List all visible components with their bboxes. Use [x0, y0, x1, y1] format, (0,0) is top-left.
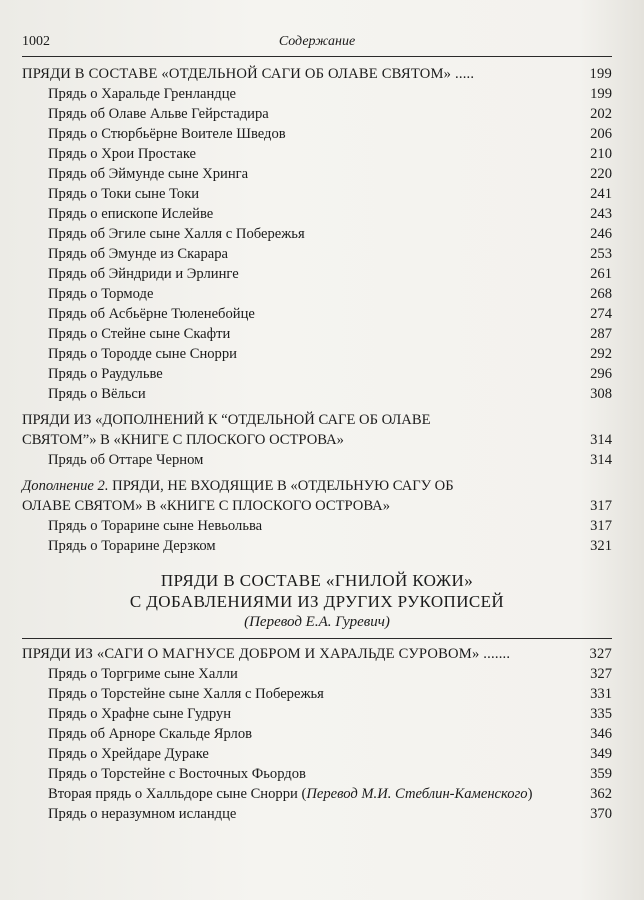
toc-title: Прядь об Арноре Скальде Ярлов	[48, 726, 253, 742]
toc-entry	[22, 144, 612, 164]
toc-entry	[22, 536, 612, 556]
part-heading-line2: С ДОБАВЛЕНИЯМИ ИЗ ДРУГИХ РУКОПИСЕЙ	[129, 592, 505, 611]
table-of-contents	[22, 64, 612, 824]
toc-title: ПРЯДИ ИЗ «САГИ О МАГНУСЕ ДОБРОМ И ХАРАЛЬДЕ СУРОВОМ» .......	[22, 646, 511, 662]
toc-title: Прядь о Торгриме сыне Халли	[48, 666, 238, 682]
toc-page: 220	[590, 166, 612, 182]
toc-title: Прядь о Торстейне с Восточных Фьордов	[48, 766, 306, 782]
toc-title: ПРЯДИ В СОСТАВЕ «ОТДЕЛЬНОЙ САГИ ОБ ОЛАВЕ СВЯТОМ» .....	[22, 66, 475, 82]
section-rule	[22, 638, 612, 639]
toc-title: Прядь об Эймунде сыне Хринга	[48, 166, 249, 182]
toc-entry	[22, 204, 612, 224]
toc-page: 335	[590, 706, 612, 722]
toc-title: Прядь о Храфне сыне Гудрун	[48, 706, 232, 722]
toc-entry: Вторая прядь о Халльдоре сыне Снорри (Перевод М.И. Стеблин-Каменского) 362	[48, 786, 612, 802]
toc-title: Прядь об Олаве Альве Гейрстадира	[48, 106, 269, 122]
toc-page: 246	[590, 226, 612, 242]
toc-page: 206	[590, 126, 612, 142]
toc-supplement-label: Дополнение 2.	[22, 478, 109, 494]
header-rule	[22, 56, 612, 57]
toc-title: Прядь об Эйндриди и Эрлинге	[48, 266, 239, 282]
toc-entry	[22, 304, 612, 324]
toc-page: 349	[590, 746, 612, 762]
toc-entry	[22, 364, 612, 384]
toc-title: Прядь о Раудульве	[48, 366, 163, 382]
toc-entry	[22, 224, 612, 244]
toc-page: 274	[590, 306, 612, 322]
toc-title: Прядь о неразумном исландце	[48, 806, 237, 822]
toc-page: 317	[590, 498, 612, 514]
toc-entry	[22, 744, 612, 764]
toc-title: Прядь об Эгиле сыне Халля с Побережья	[48, 226, 305, 242]
translator-note: (Перевод Е.А. Гуревич)	[244, 614, 390, 630]
toc-page: 346	[590, 726, 612, 742]
toc-entry	[22, 284, 612, 304]
toc-entry	[22, 164, 612, 184]
toc-page: 296	[590, 366, 612, 382]
toc-page: 199	[589, 66, 612, 82]
toc-page: 362	[590, 786, 612, 802]
toc-entry	[22, 244, 612, 264]
toc-entry	[22, 344, 612, 364]
toc-title: Прядь об Оттаре Черном	[48, 452, 204, 468]
toc-section-entry	[22, 410, 612, 450]
toc-page: 253	[590, 246, 612, 262]
part-heading-line1: ПРЯДИ В СОСТАВЕ «ГНИЛОЙ КОЖИ»	[160, 571, 474, 590]
toc-entry	[22, 764, 612, 784]
toc-entry	[22, 184, 612, 204]
toc-entry	[22, 804, 612, 824]
toc-page: 292	[590, 346, 612, 362]
toc-page: 370	[590, 806, 612, 822]
toc-entry	[22, 384, 612, 404]
toc-page: 202	[590, 106, 612, 122]
toc-page: 210	[590, 146, 612, 162]
toc-title: Прядь о Вёльси	[48, 386, 146, 402]
toc-page: 327	[589, 646, 612, 662]
toc-page: 321	[590, 538, 612, 554]
toc-title: Прядь о Харальде Гренландце	[48, 86, 237, 102]
toc-section-title-line1: ПРЯДИ ИЗ «ДОПОЛНЕНИЙ К “ОТДЕЛЬНОЙ САГЕ ОБ ОЛАВЕ	[22, 412, 431, 428]
toc-entry	[22, 450, 612, 470]
toc-title: Прядь о Стюрбьёрне Воителе Шведов	[48, 126, 286, 142]
toc-title: Прядь о Тородде сыне Снорри	[48, 346, 237, 362]
toc-title: Прядь о Хрои Простаке	[48, 146, 197, 162]
toc-title: Прядь о Торарине Дерзком	[48, 538, 216, 554]
toc-entry	[22, 516, 612, 536]
toc-title: Прядь о Токи сыне Токи	[48, 186, 200, 202]
toc-title: Прядь о Хрейдаре Дураке	[48, 746, 209, 762]
toc-page: 317	[590, 518, 612, 534]
toc-page: 314	[590, 432, 612, 448]
toc-title: Прядь об Эмунде из Скарара	[48, 246, 229, 262]
toc-section-title-line2: СВЯТОМ”» В «КНИГЕ С ПЛОСКОГО ОСТРОВА»	[22, 432, 344, 448]
toc-title: Прядь о епископе Ислейве	[48, 206, 214, 222]
toc-title: Вторая прядь о Халльдоре сыне Снорри (	[48, 786, 307, 802]
toc-page: 241	[590, 186, 612, 202]
page-number: 1002	[22, 34, 50, 49]
toc-entry	[22, 324, 612, 344]
toc-page: 314	[590, 452, 612, 468]
toc-page: 308	[590, 386, 612, 402]
toc-entry	[22, 124, 612, 144]
toc-page: 268	[590, 286, 612, 302]
toc-page: 287	[590, 326, 612, 342]
toc-section-entry	[22, 644, 612, 664]
toc-title: Прядь о Торстейне сыне Халля с Побережья	[48, 686, 324, 702]
toc-section-title-line1: ПРЯДИ, НЕ ВХОДЯЩИЕ В «ОТДЕЛЬНУЮ САГУ ОБ	[112, 478, 454, 494]
running-title: Содержание	[278, 34, 356, 49]
toc-entry	[22, 264, 612, 284]
toc-title: Прядь о Тормоде	[48, 286, 154, 302]
toc-entry	[22, 724, 612, 744]
toc-list	[22, 664, 612, 784]
toc-page: 331	[590, 686, 612, 702]
toc-page: 199	[590, 86, 612, 102]
toc-title: Прядь о Стейне сыне Скафти	[48, 326, 231, 342]
toc-title: Прядь об Асбьёрне Тюленебойце	[48, 306, 255, 322]
toc-page: 243	[590, 206, 612, 222]
toc-section-title-line2: ОЛАВЕ СВЯТОМ» В «КНИГЕ С ПЛОСКОГО ОСТРОВА»	[22, 498, 390, 514]
toc-page: 359	[590, 766, 612, 782]
toc-entry	[22, 684, 612, 704]
toc-entry	[22, 664, 612, 684]
toc-page: 261	[590, 266, 612, 282]
toc-page: 327	[590, 666, 612, 682]
toc-list	[22, 64, 612, 404]
toc-section-entry	[22, 476, 612, 516]
page-header	[22, 34, 612, 54]
toc-translator: Перевод М.И. Стеблин-Каменского	[306, 786, 528, 802]
toc-entry	[22, 104, 612, 124]
toc-entry	[22, 704, 612, 724]
toc-title: Прядь о Торарине сыне Невьольва	[48, 518, 263, 534]
toc-entry	[22, 84, 612, 104]
toc-section-entry	[22, 64, 612, 84]
